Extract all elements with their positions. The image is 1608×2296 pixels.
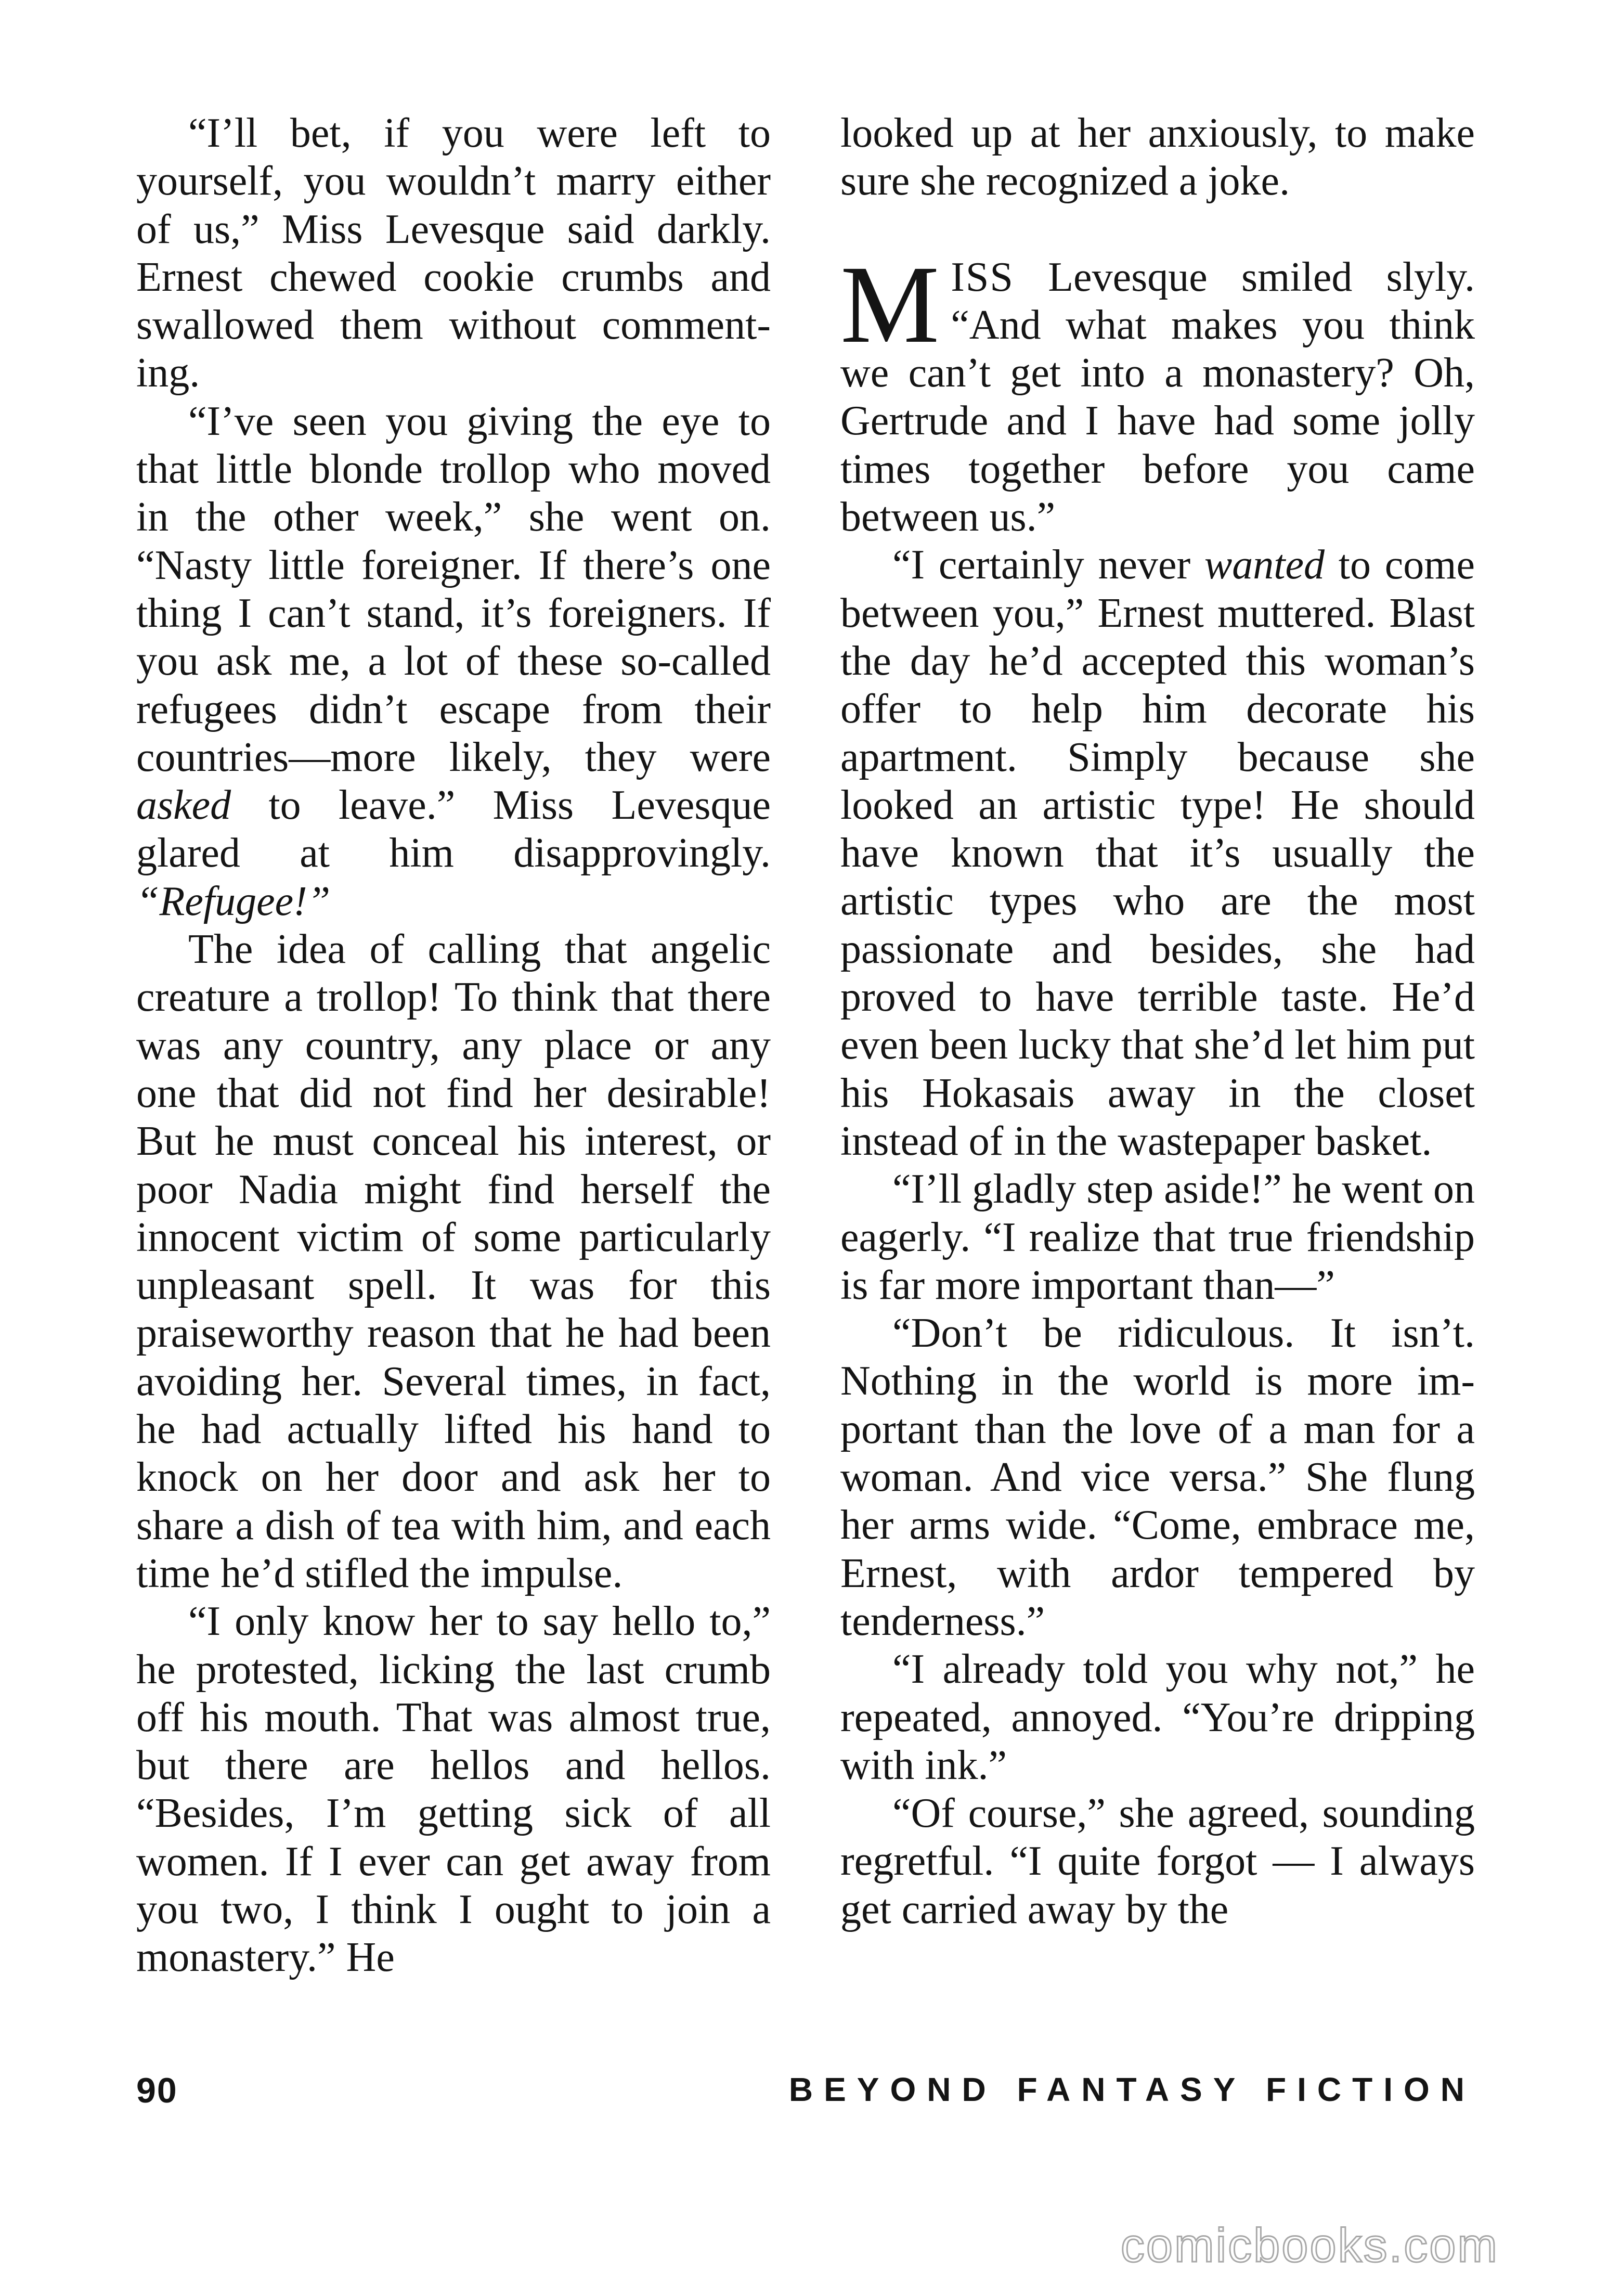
watermark: comicbooks.com	[1120, 2219, 1499, 2272]
paragraph: looked up at her anxiously, to make sure she recognized a joke.	[840, 110, 1475, 204]
emphasis: asked	[136, 782, 231, 829]
text-column-right	[840, 109, 1475, 1933]
drop-cap: M	[840, 242, 940, 366]
running-title: BEYOND FANTASY FICTION	[788, 2071, 1475, 2108]
text-column-left	[136, 109, 771, 1982]
paragraph: “Don’t be ridiculous. It isn’t. Nothing in the world is more important than the love of a man for a woman. And vice versa.” She flung her arms wide. “Come, embrace me, Ernest, with ardor tempered by tenderness.”	[840, 1310, 1475, 1644]
text-run: to come between you,” Ernest muttered. Blast the day he’d accepted this woman’s offer to help him decorate his apartment. Simply because she looked an artistic type! He should have known that it’s usually the artistic types who are the most passionate and besides, she had proved to have terrible taste. He’d even been lucky that she’d let him put his Hokasais away in the closet instead of in the wastepaper basket.	[840, 542, 1475, 1164]
paragraph-with-dropcap	[840, 242, 1475, 541]
emphasis: “Refugee!”	[136, 878, 331, 924]
page-footer	[136, 2070, 1475, 2122]
text-run: to leave.” Miss Levesque glared at him disapprovingly.	[136, 782, 771, 876]
paragraph: “I already told you why not,” he repeated, annoyed. “You’re dripping with ink.”	[840, 1646, 1475, 1788]
text-run: Levesque smiled slyly. “And what makes you think we can’t get into a monastery? Oh, Gertrude and I have had some jolly times together before you came between us.”	[840, 254, 1475, 540]
page-number: 90	[136, 2071, 178, 2110]
paragraph: The idea of calling that angelic creature a trollop! To think that there was any country, any place or any one that did not find her desirable! But he must conceal his interest, or poor Nadia might find herself the innocent victim of some particularly unpleasant spell. It was for this praiseworthy reason that he had been avoiding her. Several times, in fact, he had actually lifted his hand to knock on her door and ask her to share a dish of tea with him, and each time he’d stifled the impulse.	[136, 926, 771, 1596]
small-caps-lead: ISS	[951, 254, 1014, 300]
paragraph: “Of course,” she agreed, sounding regretful. “I quite forgot — I always get carried away by the	[840, 1790, 1475, 1932]
paragraph: “I only know her to say hello to,” he protested, licking the last crumb off his mouth. That was almost true, but there are hellos and hellos. “Besides, I’m getting sick of all women. If I ever can get away from you two, I think I ought to join a monastery.” He	[136, 1598, 771, 1981]
emphasis: wanted	[1204, 542, 1325, 588]
text-run: “I’ve seen you giving the eye to that little blonde trollop who moved in the other week,” she went on. “Nasty little foreigner. If there’s one thing I can’t stand, it’s foreigners. If you ask me, a lot of these so-called refugees didn’t escape from their countries—more likely, they were	[136, 398, 771, 780]
text-run: “I certainly never	[892, 542, 1204, 588]
paragraph: “I’ll gladly step aside!” he went on eagerly. “I realize that true friendship is far more important than—”	[840, 1166, 1475, 1308]
paragraph: “I’ll bet, if you were left to yourself, you wouldn’t marry either of us,” Miss Levesque said darkly. Ernest chewed cookie crumbs and swallowed them without commenting.	[136, 110, 771, 396]
paragraph	[840, 541, 1475, 1165]
paragraph	[136, 397, 771, 925]
